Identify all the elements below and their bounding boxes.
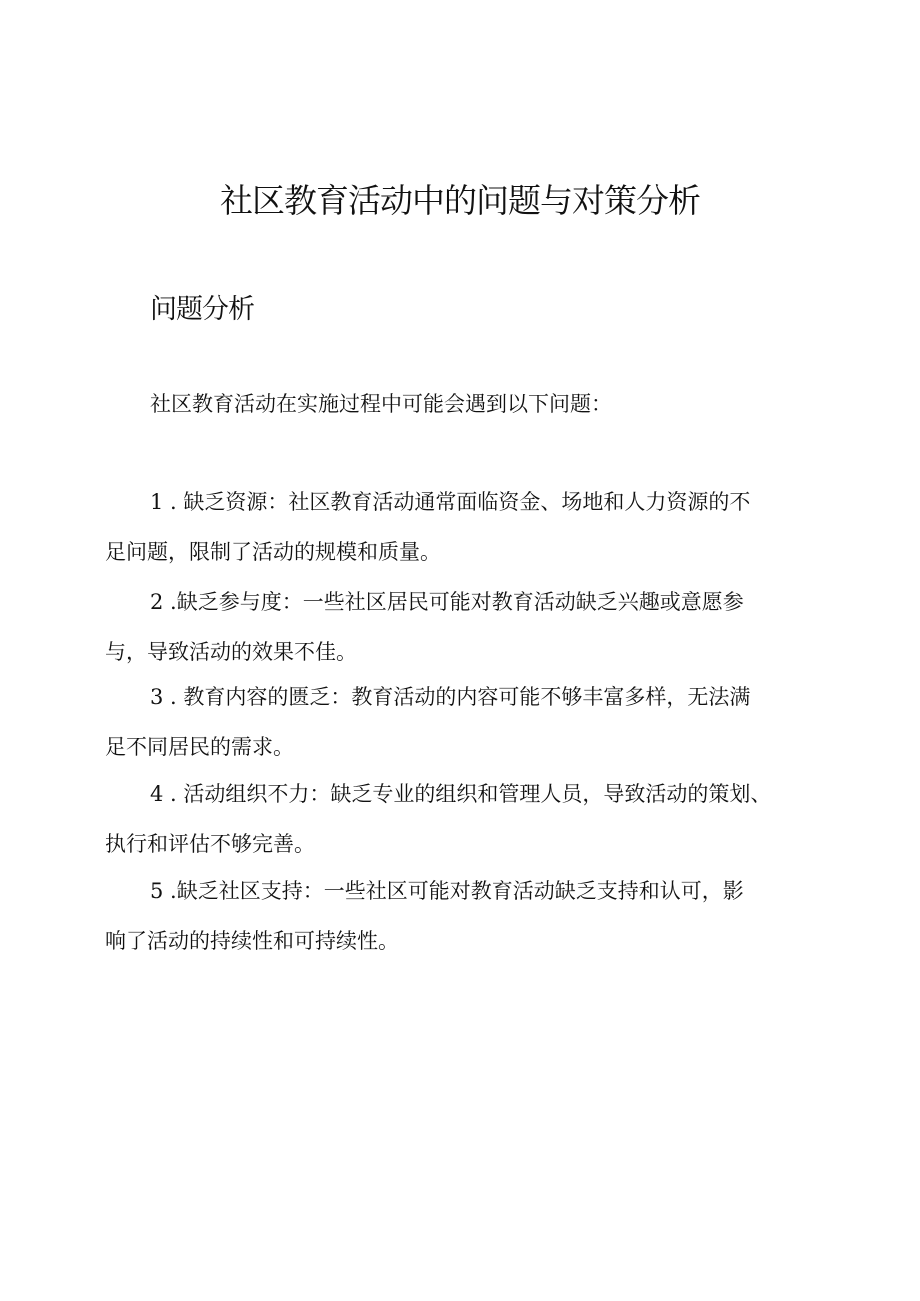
- problem-item-3-line-1: 3 . 教育内容的匮乏：教育活动的内容可能不够丰富多样，无法满: [150, 685, 751, 709]
- problem-item-2-line-2: 与，导致活动的效果不佳。: [105, 640, 357, 664]
- document-title: 社区教育活动中的问题与对策分析: [220, 181, 700, 220]
- problem-item-4-line-2: 执行和评估不够完善。: [105, 832, 315, 856]
- problem-item-3: [105, 672, 825, 772]
- section-heading: 问题分析: [150, 294, 254, 325]
- problem-item-5: [105, 866, 825, 966]
- intro-paragraph: 社区教育活动在实施过程中可能会遇到以下问题：: [150, 392, 612, 416]
- problem-item-2-line-1: 2 .缺乏参与度：一些社区居民可能对教育活动缺乏兴趣或意愿参: [150, 590, 744, 614]
- problem-item-1-line-1: 1 . 缺乏资源：社区教育活动通常面临资金、场地和人力资源的不: [150, 490, 751, 514]
- problem-item-1: [105, 477, 825, 577]
- problem-item-3-line-2: 足不同居民的需求。: [105, 735, 294, 759]
- problem-item-1-line-2: 足问题，限制了活动的规模和质量。: [105, 540, 441, 564]
- problem-item-2: [105, 577, 825, 677]
- problem-item-5-line-2: 响了活动的持续性和可持续性。: [105, 929, 399, 953]
- problem-item-4: [105, 769, 825, 869]
- problem-item-4-line-1: 4 . 活动组织不力：缺乏专业的组织和管理人员，导致活动的策划、: [150, 782, 772, 806]
- problem-item-5-line-1: 5 .缺乏社区支持：一些社区可能对教育活动缺乏支持和认可，影: [150, 879, 744, 903]
